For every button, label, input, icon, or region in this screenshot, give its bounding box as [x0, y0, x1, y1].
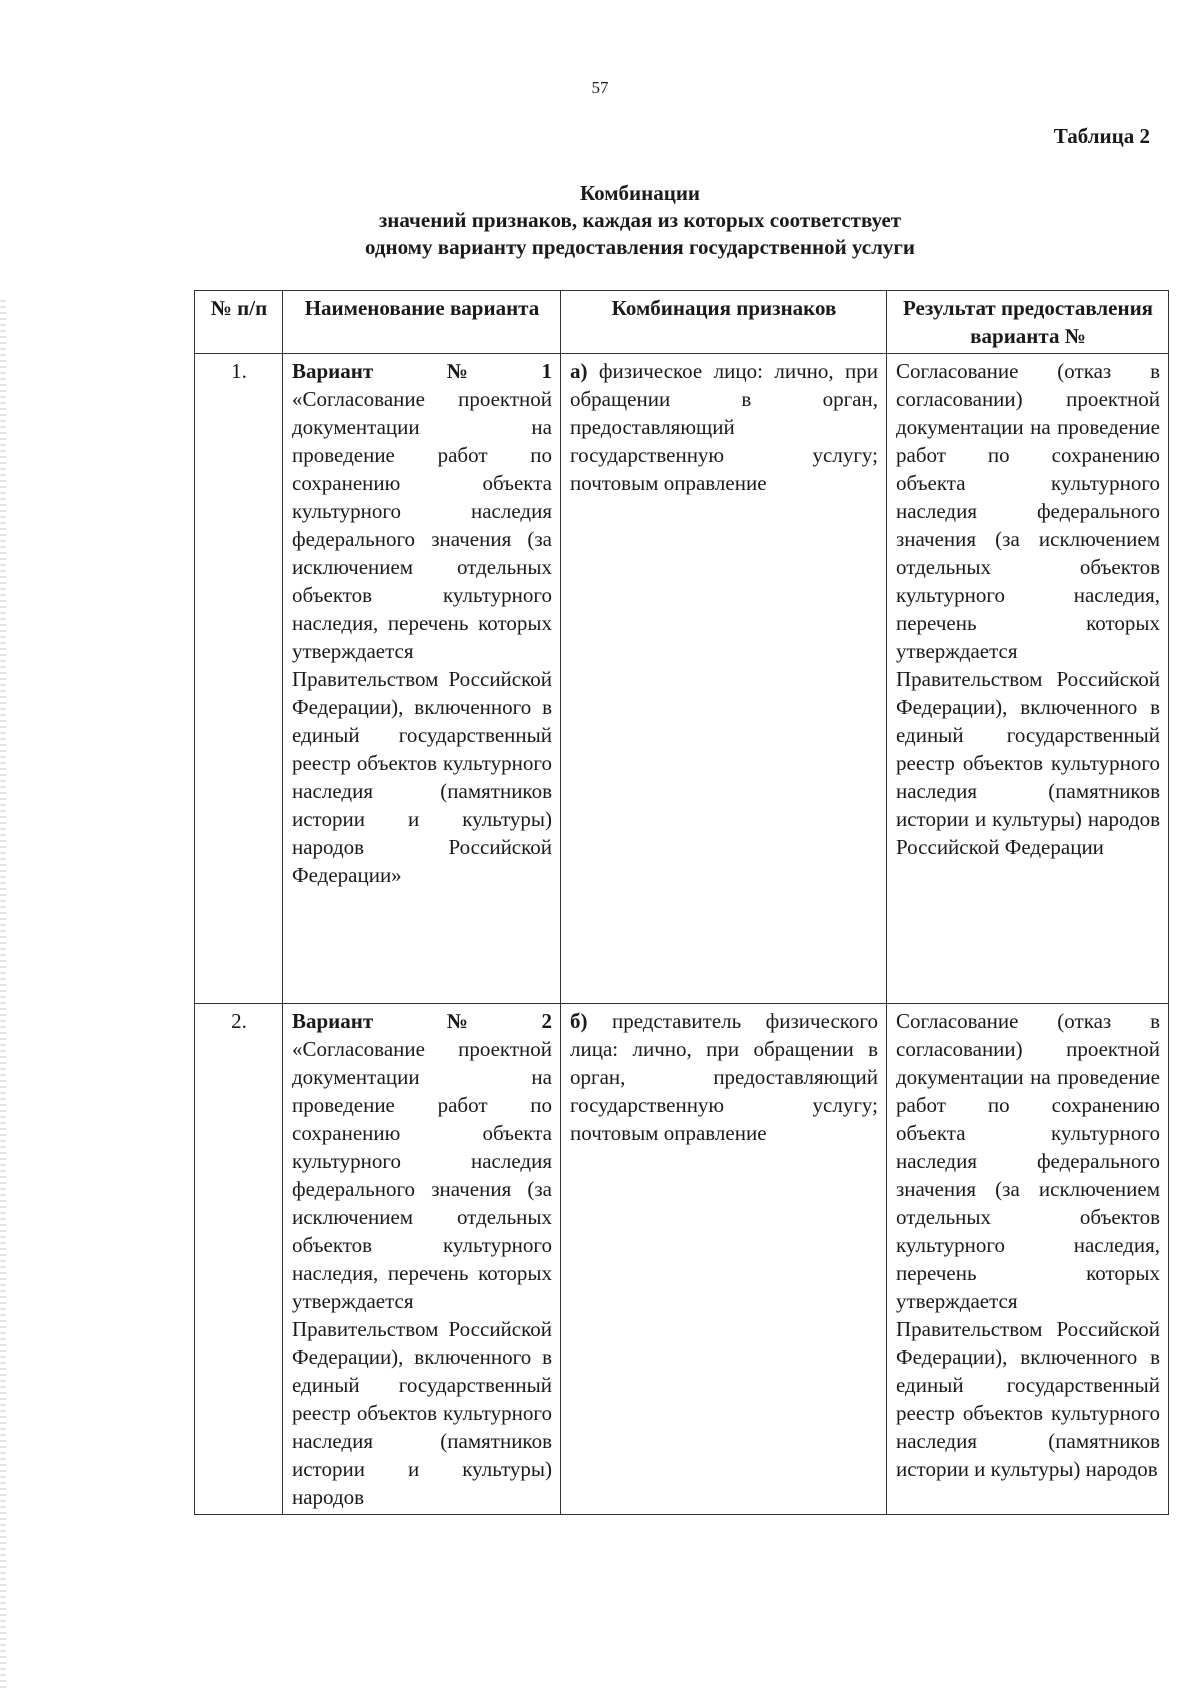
- combination-text: физическое лицо: лично, при обращении в орган, предоставляющий государственную услугу; почтовым оправление: [570, 359, 879, 495]
- page-number: 57: [591, 78, 609, 97]
- variant-name-cell: [283, 354, 561, 1004]
- header-result: Результат предоставления варианта №: [887, 291, 1169, 354]
- variant-word: Вариант: [292, 359, 374, 383]
- variant-number: 1: [541, 359, 552, 383]
- combination-letter: а): [570, 359, 588, 383]
- variant-name-text: «Согласование проектной документации на проведение работ по сохранению объекта культурного наследия федерального значения (за исключением отдельных объектов культурного наследия, перечень которых утверждается Правительством Российской Федерации), включенного в единый государственный реестр объектов культурного наследия (памятников истории и культуры) народов: [292, 1037, 552, 1509]
- variant-word: Вариант: [292, 1009, 374, 1033]
- table-header-row: [195, 291, 1169, 354]
- document-title: [180, 180, 1100, 261]
- variant-heading: [292, 357, 552, 385]
- row-number: 1.: [195, 354, 283, 1004]
- table-row: [195, 354, 1169, 1004]
- header-name: Наименование варианта: [283, 291, 561, 354]
- result-cell: Согласование (отказ в согласовании) проектной документации на проведение работ по сохранению объекта культурного наследия федерального значения (за исключением отдельных объектов культурного наследия, перечень которых утверждается Правительством Российской Федерации), включенного в единый государственный реестр объектов культурного наследия (памятников истории и культуры) народов: [887, 1004, 1169, 1515]
- variants-table: [194, 290, 1169, 1515]
- variant-number: 2: [541, 1009, 552, 1033]
- table-label: Таблица 2: [1053, 124, 1150, 148]
- combination-cell: [561, 354, 887, 1004]
- combination-letter: б): [570, 1009, 588, 1033]
- variant-name-text: «Согласование проектной документации на проведение работ по сохранению объекта культурного наследия федерального значения (за исключением отдельных объектов культурного наследия, перечень которых утверждается Правительством Российской Федерации), включенного в единый государственный реестр объектов культурного наследия (памятников истории и культуры) народов Российской Федерации»: [292, 387, 552, 887]
- result-cell: Согласование (отказ в согласовании) проектной документации на проведение работ по сохранению объекта культурного наследия федерального значения (за исключением отдельных объектов культурного наследия, перечень которых утверждается Правительством Российской Федерации), включенного в единый государственный реестр объектов культурного наследия (памятников истории и культуры) народов Российской Федерации: [887, 354, 1169, 1004]
- scan-edge-artifact: [0, 300, 6, 1690]
- variant-sign: №: [446, 1009, 468, 1033]
- header-num: № п/п: [195, 291, 283, 354]
- combination-cell: [561, 1004, 887, 1515]
- table-row: [195, 1004, 1169, 1515]
- header-combo: Комбинация признаков: [561, 291, 887, 354]
- row-number: 2.: [195, 1004, 283, 1515]
- combination-text: представитель физического лица: лично, при обращении в орган, предоставляющий государственную услугу; почтовым оправление: [570, 1009, 878, 1145]
- variant-sign: №: [446, 359, 468, 383]
- variant-name-cell: [283, 1004, 561, 1515]
- variant-heading: [292, 1007, 552, 1035]
- title-line-1: Комбинации: [579, 181, 701, 205]
- title-line-2: значений признаков, каждая из которых соответствует: [378, 208, 902, 232]
- title-line-3: одному варианту предоставления государственной услуги: [364, 235, 916, 259]
